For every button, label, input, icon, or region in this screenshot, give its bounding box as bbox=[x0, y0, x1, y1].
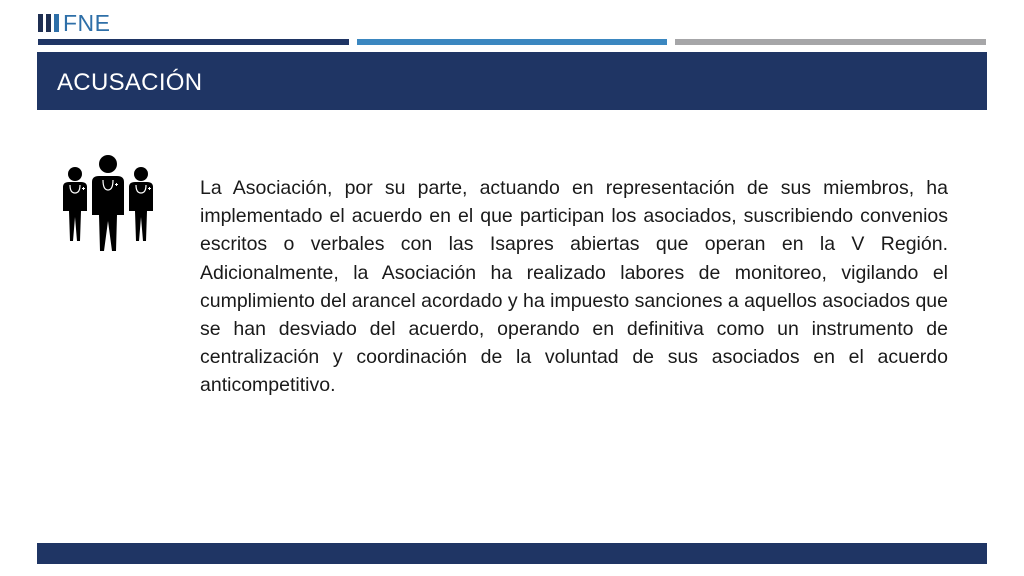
logo-text: FNE bbox=[63, 9, 111, 36]
header-stripe-blue bbox=[357, 39, 667, 45]
logo-bars-icon bbox=[38, 14, 59, 32]
header-stripe-gray bbox=[675, 39, 986, 45]
medical-staff-svg bbox=[58, 155, 158, 255]
slide-body-text: La Asociación, por su parte, actuando en representación de sus miembros, ha implementado el acuerdo en el que participan los asociados, suscribiendo convenios escritos o verbales con las Isapres abiertas que operan en la V Región. Adicionalmente, la Asociación ha realizado labores de monitoreo, vigilando el cumplimiento del arancel acordado y ha impuesto sanciones a aquellos asociados que se han desviado del acuerdo, operando en definitiva como un instrumento de centralización y coordinación de la voluntad de sus asociados en el acuerdo anticompetitivo. bbox=[200, 177, 948, 397]
header-stripe-navy bbox=[38, 39, 349, 45]
slide-title: ACUSACIÓN bbox=[57, 69, 203, 96]
title-bar bbox=[37, 52, 987, 110]
fne-logo bbox=[38, 10, 111, 36]
footer-bar bbox=[37, 543, 987, 564]
medical-staff-group-icon bbox=[58, 155, 158, 255]
